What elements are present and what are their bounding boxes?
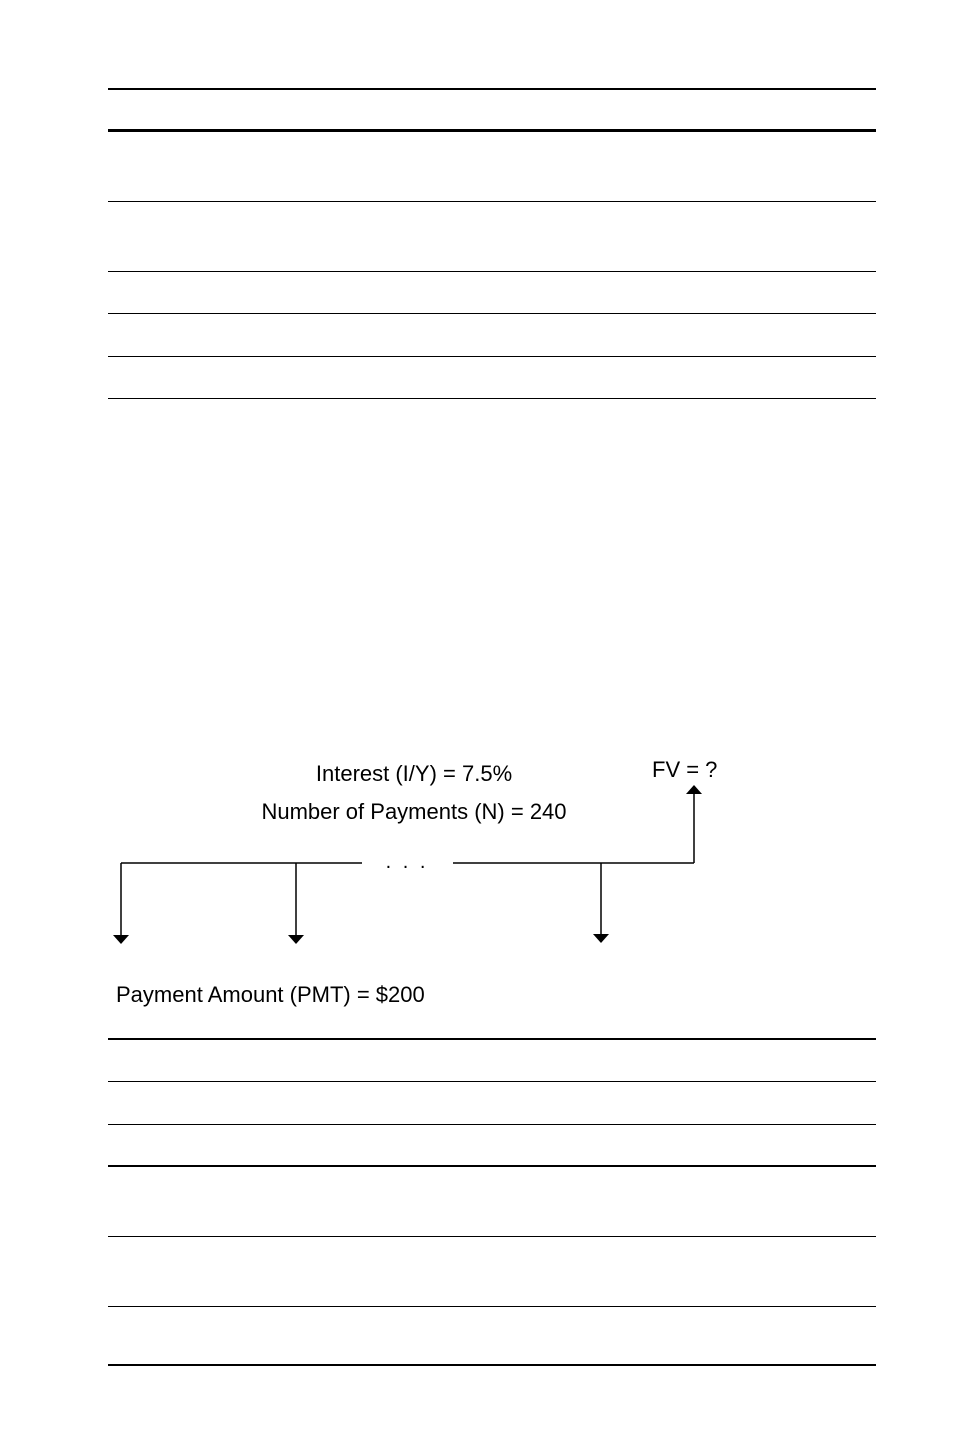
bottom-table-rule-7 xyxy=(108,1364,876,1366)
bottom-table-rule-3 xyxy=(108,1124,876,1125)
interest-label: Interest (I/Y) = 7.5% xyxy=(315,761,513,786)
fv-label: FV = ? xyxy=(652,757,718,782)
payments-label: Number of Payments (N) = 240 xyxy=(261,799,567,824)
timeline-ellipsis: . . . xyxy=(385,851,429,873)
fv-arrow-head xyxy=(686,785,702,794)
payment-arrow-3-head xyxy=(593,934,609,943)
bottom-table-rule-4 xyxy=(108,1165,876,1167)
payment-arrow-1-head xyxy=(113,935,129,944)
pmt-label: Payment Amount (PMT) = $200 xyxy=(116,982,425,1007)
bottom-table-rule-5 xyxy=(108,1236,876,1237)
bottom-table-rule-2 xyxy=(108,1081,876,1082)
payment-arrow-2-head xyxy=(288,935,304,944)
bottom-table-rule-1 xyxy=(108,1038,876,1040)
bottom-table-rule-6 xyxy=(108,1306,876,1307)
